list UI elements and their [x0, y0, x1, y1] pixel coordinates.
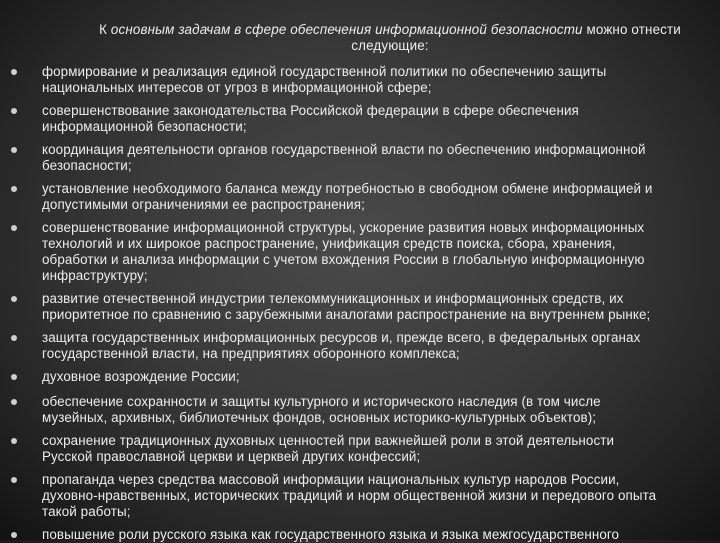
list-item-text: сохранение традиционных духовных ценностей при важнейшей роли в этой деятельности — [42, 433, 615, 448]
list-item-text: духовно-нравственных, исторических традиций и норм общественной жизни и передового опыта — [42, 488, 657, 503]
intro-suffix: можно отнести — [582, 22, 681, 37]
list-item — [42, 220, 707, 284]
list-item — [42, 291, 707, 323]
list-item — [42, 433, 707, 465]
list-item — [42, 394, 707, 426]
bullet-marker-icon — [11, 69, 17, 75]
list-item-text: повышение роли русского языка как государственного языка и языка межгосударственного — [42, 527, 620, 542]
list-item — [42, 330, 707, 362]
list-item-text: информационной безопасности; — [42, 119, 247, 134]
list-item-text: допустимыми ограничениями ее распространения; — [42, 197, 365, 212]
bullet-marker-icon — [11, 225, 17, 231]
list-item-text: приоритетное по сравнению с зарубежными аналогами распространение на внутреннем рынке; — [42, 307, 651, 322]
list-item-text: духовное возрождение России; — [42, 369, 240, 384]
list-item-text: такой работы; — [42, 504, 131, 519]
list-item — [42, 103, 707, 135]
list-item-text: пропаганда через средства массовой информации национальных культур народов России, — [42, 472, 620, 487]
bullet-marker-icon — [11, 374, 17, 380]
list-item-text: совершенствование законодательства Российской федерации в сфере обеспечения — [42, 103, 579, 118]
list-item-text: технологий и их широкое распространение, унификация средств поиска, сбора, хранения, — [42, 236, 616, 251]
bullet-marker-icon — [11, 186, 17, 192]
list-item — [42, 472, 707, 520]
list-item-text: национальных интересов от угроз в информационной сфере; — [42, 80, 432, 95]
list-item-text: совершенствование информационной структуры, ускорение развития новых информационных — [42, 220, 645, 235]
intro-italic: основным задачам в сфере обеспечения информационной безопасности — [110, 22, 583, 37]
bullet-marker-icon — [11, 147, 17, 153]
list-item-text: обработки и анализа информации с учетом вхождения России в глобальную информационную — [42, 252, 645, 267]
list-item — [42, 64, 707, 96]
intro-prefix: К — [99, 22, 111, 37]
bullet-marker-icon — [11, 477, 17, 483]
list-item-text: защита государственных информационных ресурсов и, прежде всего, в федеральных органах — [42, 330, 641, 345]
list-item-text: инфраструктуру; — [42, 268, 148, 283]
list-item-text: Русской православной церкви и церквей других конфессий; — [42, 449, 421, 464]
bullet-marker-icon — [11, 399, 17, 405]
bullet-marker-icon — [11, 532, 17, 538]
list-item-text: обеспечение сохранности и защиты культурного и исторического наследия (в том числе — [42, 394, 601, 409]
intro-line-2: следующие: — [351, 38, 429, 53]
list-item — [42, 142, 707, 174]
list-item-text: установление необходимого баланса между потребностью в свободном обмене информацией и — [42, 181, 653, 196]
list-item-text: формирование и реализация единой государственной политики по обеспечению защиты — [42, 64, 607, 79]
bullet-marker-icon — [11, 296, 17, 302]
list-item — [42, 181, 707, 213]
bullet-marker-icon — [11, 438, 17, 444]
list-item-text: государственной власти, на предприятиях оборонного комплекса; — [42, 346, 460, 361]
list-item — [42, 369, 707, 385]
list-item-text: безопасности; — [42, 158, 132, 173]
list-item-text: развитие отечественной индустрии телекоммуникационных и информационных средств, их — [42, 291, 624, 306]
list-item-text: музейных, архивных, библиотечных фондов, основных историко-культурных объектов); — [42, 410, 597, 425]
bullet-marker-icon — [11, 108, 17, 114]
list-item — [42, 527, 707, 543]
list-item-text: координация деятельности органов государственной власти по обеспечению информационной — [42, 142, 646, 157]
bullet-marker-icon — [11, 335, 17, 341]
